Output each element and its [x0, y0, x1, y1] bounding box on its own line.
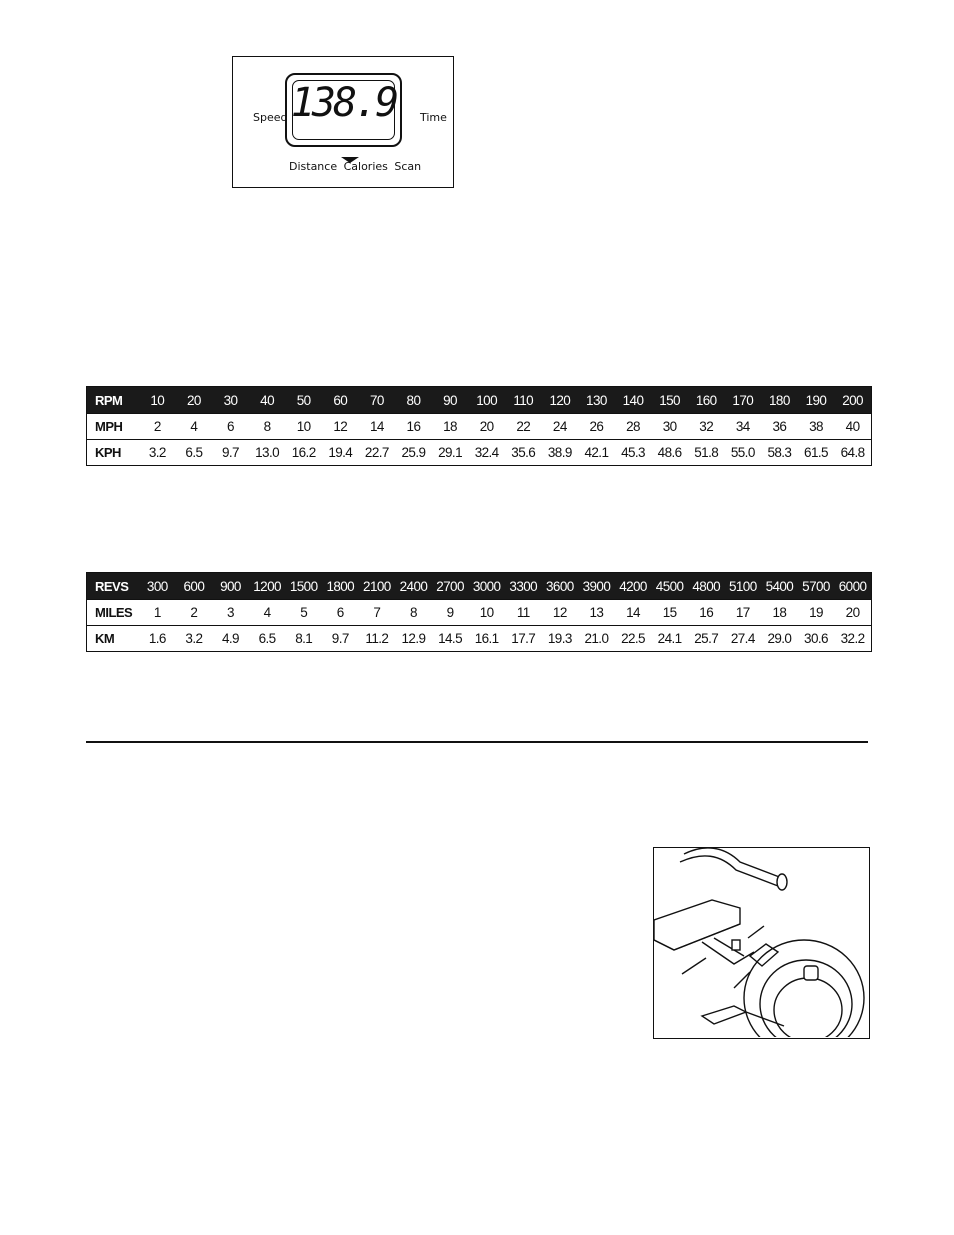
row-label: MILES [95, 605, 133, 620]
table-cell: 14.5 [438, 631, 462, 646]
table-cell: 4 [190, 419, 198, 434]
table-cell: 6 [336, 605, 344, 620]
table-cell: 9.7 [331, 631, 349, 646]
table-cell: 29.0 [767, 631, 792, 646]
table-cell: 4.9 [222, 631, 239, 646]
table-cell: 18 [443, 419, 457, 434]
speed-conversion-table [86, 386, 872, 466]
table-cell: 2 [190, 605, 198, 620]
table-row [87, 625, 871, 651]
table-cell: 3 [227, 605, 234, 620]
table-cell: 1 [153, 605, 161, 620]
table-cell: 5400 [765, 578, 794, 594]
table-cell: 900 [220, 578, 241, 594]
table-cell: 60 [333, 392, 348, 408]
table-cell: 100 [476, 392, 497, 408]
table-cell: 32.2 [840, 631, 865, 646]
table-cell: 90 [443, 392, 457, 408]
table-cell: 6 [227, 419, 234, 434]
row-values [139, 631, 871, 646]
table-cell: 160 [695, 392, 717, 408]
table-cell: 3.2 [185, 631, 203, 646]
table-cell: 140 [622, 392, 644, 408]
row-label: KM [95, 631, 115, 646]
row-values [139, 579, 871, 594]
table-row [87, 599, 871, 625]
row-values [139, 393, 871, 408]
row-label: REVS [95, 578, 129, 594]
table-cell: 55.0 [730, 445, 755, 460]
table-cell: 19.3 [547, 631, 572, 646]
table-cell: 10 [150, 392, 165, 408]
table-cell: 130 [586, 392, 607, 408]
table-cell: 25.7 [694, 631, 719, 646]
table-cell: 2700 [436, 578, 464, 594]
table-cell: 26 [589, 419, 604, 434]
mode-labels: Distance Calories Scan [289, 160, 422, 173]
table-cell: 9.7 [222, 445, 239, 460]
table-cell: 16 [699, 605, 714, 620]
table-cell: 19 [809, 605, 823, 620]
row-label: RPM [95, 392, 123, 408]
table-cell: 45.3 [621, 445, 645, 460]
table-cell: 200 [842, 392, 863, 408]
table-cell: 80 [406, 392, 421, 408]
bike-seat-illustration [653, 847, 870, 1039]
lcd-value: 138.9 [290, 80, 397, 126]
table-cell: 13 [589, 605, 604, 620]
table-cell: 12 [333, 419, 348, 434]
table-cell: 1200 [253, 578, 281, 594]
table-cell: 51.8 [694, 445, 719, 460]
table-cell: 12 [552, 605, 567, 620]
table-cell: 1.6 [148, 631, 166, 646]
table-cell: 5700 [802, 578, 830, 594]
table-cell: 5 [300, 605, 308, 620]
table-cell: 19.4 [328, 445, 353, 460]
table-cell: 13.0 [255, 445, 280, 460]
table-cell: 3000 [472, 578, 501, 594]
table-cell: 20 [186, 392, 201, 408]
table-row [87, 413, 871, 439]
table-cell: 16 [406, 419, 421, 434]
table-cell: 21.0 [584, 631, 609, 646]
table-cell: 30 [223, 392, 238, 408]
table-cell: 6.5 [185, 445, 203, 460]
table-cell: 3300 [509, 578, 538, 594]
bike-drawing-icon [654, 848, 868, 1037]
table-cell: 42.1 [584, 445, 609, 460]
table-cell: 38.9 [547, 445, 572, 460]
table-row [87, 573, 871, 599]
table-cell: 32.4 [474, 445, 499, 460]
table-cell: 14 [626, 605, 640, 620]
table-cell: 30.6 [804, 631, 828, 646]
table-cell: 4200 [619, 578, 647, 594]
table-cell: 18 [772, 605, 787, 620]
lcd-screen [285, 73, 402, 147]
table-row [87, 387, 871, 413]
table-cell: 17 [735, 605, 750, 620]
table-cell: 27.4 [730, 631, 755, 646]
table-cell: 170 [732, 392, 754, 408]
table-cell: 48.6 [657, 445, 682, 460]
row-label: MPH [95, 419, 123, 434]
table-cell: 20 [845, 605, 860, 620]
row-label: KPH [95, 445, 121, 460]
table-cell: 6.5 [258, 631, 276, 646]
table-cell: 24 [552, 419, 567, 434]
table-cell: 16.2 [291, 445, 316, 460]
table-cell: 7 [373, 605, 381, 620]
table-cell: 2100 [363, 578, 391, 594]
table-cell: 58.3 [767, 445, 792, 460]
table-cell: 16.1 [474, 631, 499, 646]
table-cell: 11.2 [365, 631, 389, 646]
table-cell: 8 [409, 605, 417, 620]
table-cell: 61.5 [804, 445, 828, 460]
table-cell: 22.5 [621, 631, 645, 646]
table-cell: 190 [805, 392, 827, 408]
table-cell: 8 [263, 419, 271, 434]
row-values [139, 419, 871, 434]
table-cell: 4800 [692, 578, 721, 594]
table-cell: 110 [513, 392, 534, 408]
table-cell: 1500 [289, 578, 318, 594]
table-cell: 17.7 [511, 631, 536, 646]
table-cell: 2400 [399, 578, 428, 594]
table-cell: 14 [369, 419, 384, 434]
table-cell: 64.8 [840, 445, 865, 460]
table-cell: 3.2 [148, 445, 166, 460]
table-cell: 35.6 [511, 445, 536, 460]
table-cell: 22 [516, 419, 531, 434]
table-cell: 22.7 [364, 445, 389, 460]
time-label: Time [420, 111, 447, 124]
table-cell: 32 [699, 419, 714, 434]
table-cell: 150 [659, 392, 680, 408]
table-cell: 40 [845, 419, 860, 434]
table-cell: 29.1 [438, 445, 462, 460]
speed-label: Speed [253, 111, 288, 124]
table-cell: 36 [772, 419, 787, 434]
table-cell: 25.9 [401, 445, 426, 460]
row-values [139, 445, 871, 460]
table-cell: 300 [146, 578, 168, 594]
monitor-display-figure [232, 56, 454, 188]
table-cell: 6000 [838, 578, 867, 594]
table-cell: 600 [183, 578, 205, 594]
table-cell: 34 [735, 419, 750, 434]
table-row [87, 439, 871, 465]
table-cell: 11 [516, 605, 530, 620]
table-cell: 3600 [546, 578, 574, 594]
section-divider [86, 741, 868, 743]
table-cell: 180 [769, 392, 790, 408]
row-values [139, 605, 871, 620]
table-cell: 8.1 [295, 631, 313, 646]
table-cell: 20 [479, 419, 494, 434]
table-cell: 10 [479, 605, 494, 620]
table-cell: 38 [809, 419, 823, 434]
table-cell: 24.1 [657, 631, 682, 646]
table-cell: 12.9 [401, 631, 426, 646]
table-cell: 3900 [582, 578, 611, 594]
table-cell: 120 [549, 392, 571, 408]
table-cell: 10 [296, 419, 311, 434]
table-cell: 70 [369, 392, 384, 408]
table-cell: 30 [662, 419, 677, 434]
table-cell: 2 [153, 419, 161, 434]
distance-conversion-table [86, 572, 872, 652]
table-cell: 9 [446, 605, 454, 620]
table-cell: 40 [260, 392, 274, 408]
table-cell: 5100 [728, 578, 757, 594]
table-cell: 15 [662, 605, 677, 620]
table-cell: 28 [626, 419, 640, 434]
table-cell: 4 [263, 605, 271, 620]
table-cell: 1800 [326, 578, 355, 594]
table-cell: 4500 [655, 578, 684, 594]
table-cell: 50 [296, 392, 311, 408]
